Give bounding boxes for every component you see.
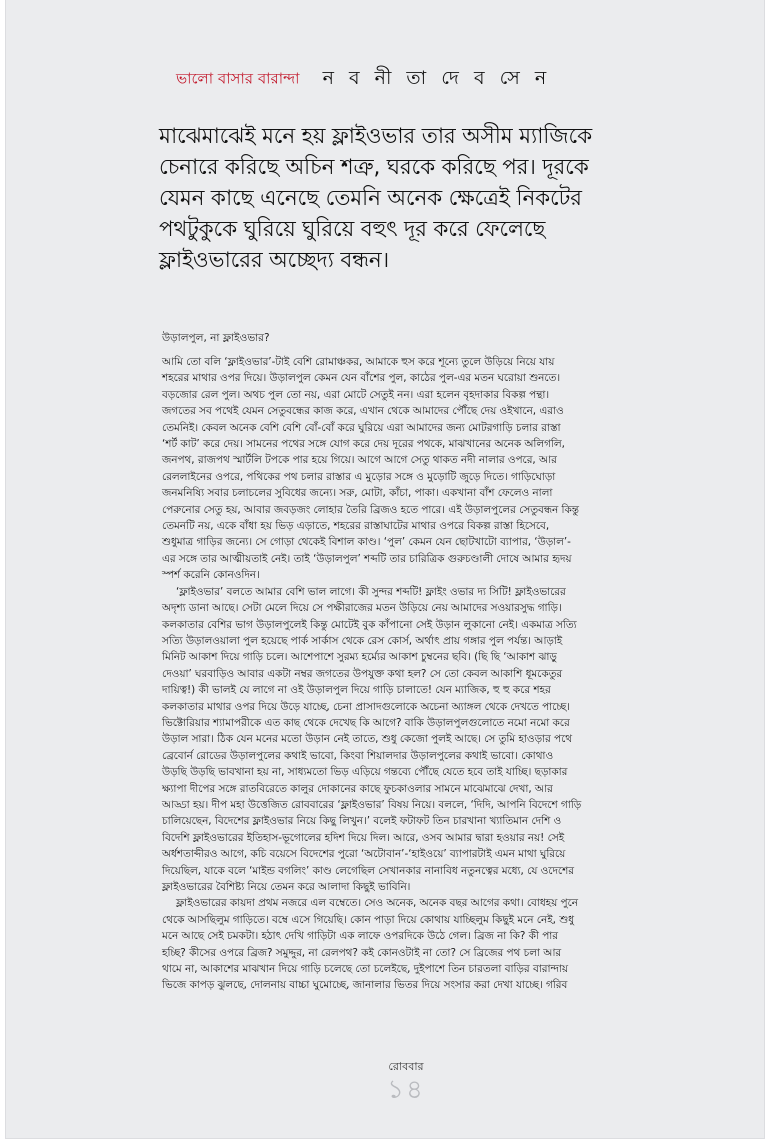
- article-paragraph: ফ্লাইওভারের কায়দা প্রথম নজরে এল বম্বেতে। সেও অনেক, অনেক বছর আগের কথা। বোধহয় পুনে থেকে আসছিলুম গাড়িতে। বম্বে এসে গিয়েছি। কোন পাড়া দিয়ে কোথায় যাচ্ছিলুম কিছুই মনে নেই, শুধু মনে আছে সেই চমকটা। হঠাৎ দেখি গাড়িটা এক লাফে ওপরদিকে উঠে গেল। ব্রিজ না কি? কী পার হচ্ছি? কীসের ওপরে ব্রিজ? সমুদ্দুর, না রেলপথ? কই কোনওটাই না তো? সে ব্রিজের পথ চলা আর থামে না, আকাশের মাঝখান দিয়ে গাড়ি চলেছে তো চলেইছে, দুইপাশে তিন চারতলা বাড়ির বারান্দায় ভিজে কাপড় ঝুলছে, দোলনায় বাচ্চা ঘুমোচ্ছে, জানালার ভিতর দিয়ে সংসার করা দেখা যাচ্ছে। গরিব: [162, 897, 578, 992]
- article-paragraph: ‘ফ্লাইওভার’ বলতে আমার বেশি ভাল লাগে। কী সুন্দর শব্দটি! ফ্লাইং ওভার দ্য সিটি! ফ্লাইওভারের অদৃশ্য ডানা আছে। সেটা মেলে দিয়ে সে পক্ষীরাজের মতন উড়িয়ে নেয় আমাদের সওয়ারসুদ্ধ গাড়ি। কলকাতার বেশির ভাগ উড়ালপুলেই কিন্তু মোটেই বুক কাঁপানো সেই উড়ান লুকানো নেই। একমাত্র সত্যি সত্যি উড়ালওয়ালা পুল হয়েছে পার্ক সার্কাস থেকে রেস কোর্স, অর্থাৎ প্রায় গঙ্গার পুল পর্যন্ত। আড়াই মিনিট আকাশ দিয়ে গাড়ি চলে। আশেপাশে সুরম্য হর্ম্যের আকাশ চুম্বনের ছবি। (ছি ছি ‘আকাশ ঝাড়ু দেওয়া’ ঘরবাড়িও আবার একটা নম্বর জগতের উপযুক্ত কথা হল? সে তো কেবল আকাশি ধূমকেতুর দায়িত্ব!) কী ভালই যে লাগে না ওই উড়ালপুল দিয়ে গাড়ি চালাতে! যেন ম্যাজিক, হু হু করে শহর কলকাতার মাথার ওপর দিয়ে উড়ে যাচ্ছে, চেনা প্রাসাদগুলোকে অচেনা অ্যাঙ্গল থেকে দেখতে পাচ্ছে। ভিক্টোরিয়ার শ্যামাপরীকে এত কাছ থেকে দেখেছ কি আগে? বাকি উড়ালপুলগুলোতে নমো নমো করে উড়াল সারা। ঠিক যেন মনের মতো উড়ান নেই তাতে, শুধু কেজো পুলই আছে। সে তুমি হাওড়ার পথে ব্রেবোর্ন রোডের উড়ালপুলের কথাই ভাবো, কিংবা শিয়ালদার উড়ালপুলের কথাই ভাবো। কোথাও উড়ছি উড়ছি ভাবখানা হয় না, সাধ্যমতো ভিড় এড়িয়ে গন্তব্যে পৌঁছে যেতে হবে তাই যাচ্ছি। ছড়াকার ক্ষ্যাপা দীপের সঙ্গে রাতবিরেতে কালুর দোকানের কাছে ফুচকাওলার সামনে মাঝেমাঝে দেখা, আর আড্ডা হয়। দীপ মহা উত্তেজিত রোববারের ‘ফ্লাইওভার’ বিষয় নিয়ে। বললে, ‘দিদি, আপনি বিদেশে গাড়ি চালিয়েছেন, বিদেশের ফ্লাইওভার নিয়ে কিছু লিখুন।’ বলেই ফটাফট তিন চারখানা খ্যাতিমান দেশি ও বিদেশি ফ্লাইওভারের ইতিহাস-ভূগোলের হদিশ দিয়ে দিল। আরে, ওসব আমার দ্বারা হওয়ার নয়! সেই অর্ধশতাব্দীরও আগে, কচি বয়েসে বিদেশের পুরো ‘অটোবান’-‘হাইওয়ে’ ব্যাপারটাই এমন মাথা ঘুরিয়ে দিয়েছিল, যাকে বলে ‘মাইন্ড বগলিং’ কাণ্ড লেগেছিল সেখানকার নানাবিধ নতুনত্বের মধ্যে, যে ওদেশের ফ্লাইওভারের বৈশিষ্ট্য নিয়ে তেমন করে আলাদা কিছুই ভাবিনি।: [162, 585, 582, 893]
- page-footer: [376, 1058, 436, 1103]
- column-name: ভালো বাসার বারান্দা: [176, 69, 300, 88]
- magazine-name: রোববার: [388, 1060, 424, 1073]
- magazine-page: [6, 0, 764, 1138]
- page-header: [176, 64, 551, 96]
- article-paragraph: আমি তো বলি ‘ফ্লাইওভার’-টাই বেশি রোমাঞ্চকর, আমাকে হুস করে শূন্যে তুলে উড়িয়ে নিয়ে যায় শহরের মাথার ওপর দিয়ে। উড়ালপুল কেমন যেন বাঁশের পুল, কাঠের পুল-এর মতন ঘরোয়া শুনতে। বড়জোর রেল পুল। অথচ পুল তো নয়, এরা মোটে সেতুই নন। এরা হলেন বৃহদাকার বিকল্প পন্থা। জগতের সব পথেই যেমন সেতুবন্ধের কাজ করে, এখান থেকে আমাদের পৌঁছে দেয় ওইখানে, এরাও তেমনিই। কেবল অনেক বেশি বেশি বোঁ-বোঁ করে ঘুরিয়ে এরা আমাদের জন্য মোটরগাড়ি চলার রাস্তা ‘শর্ট কাট’ করে দেয়। সামনের পথের সঙ্গে যোগ করে দেয় দূরের পথকে, মাঝখানের অনেক অলিগলি, জনপথ, রাজপথ স্মার্টলি টপকে পার হয়ে গিয়ে। আগে আগে সেতু থাকত নদী নালার ওপরে, আর রেললাইনের ওপরে, পথিকের পথ চলার রাস্তার এ মুড়োর সঙ্গে ও মুড়োটি জুড়ে দিতে। গাড়িঘোড়া জনমনিষ্যি সবার চলাচলের সুবিধের জন্যে। সরু, মোটা, কাঁচা, পাকা। একখানা বাঁশ ফেলেও নালা পেরুনোর সেতু হয়, আবার জবড়জং লোহার তৈরি ব্রিজও হতে পারে। এই উড়ালপুলের সেতুবন্ধন কিন্তু তেমনটি নয়, একে বাঁধা হয় ভিড় এড়াতে, শহরের রাস্তাঘাটের মাথার ওপরে বিকল্প রাস্তা হিসেবে, শুধুমাত্র গাড়ির জন্যে। সে গোড়া থেকেই বিশাল কাণ্ড। ‘পুল’ কেমন যেন ছোটখাটো ব্যাপার, ‘উড়াল’- এর সঙ্গে তার আত্মীয়তাই নেই। তাই ‘উড়ালপুল’ শব্দটি তার চারিত্রিক গুরুচণ্ডালী দোষে আমার হৃদয় স্পর্শ করেনি কোনওদিন।: [162, 356, 579, 582]
- pull-quote: মাঝেমাঝেই মনে হয় ফ্লাইওভার তার অসীম ম্যাজিকে চেনারে করিছে অচিন শত্রু, ঘরকে করিছে পর। দূরকে যেমন কাছে এনেছে তেমনি অনেক ক্ষেত্রেই নিকটের পথটুকুকে ঘুরিয়ে ঘুরিয়ে বহুৎ দূর করে ফেলেছে ফ্লাইওভারের অচ্ছেদ্য বন্ধন।: [159, 124, 592, 273]
- section-subheading: উড়ালপুল, না ফ্লাইওভার?: [162, 332, 270, 344]
- page-number: ১৪: [387, 1075, 425, 1105]
- article-body: [162, 354, 725, 994]
- author-name: ন ব নী তা দে ব সে ন: [322, 67, 551, 89]
